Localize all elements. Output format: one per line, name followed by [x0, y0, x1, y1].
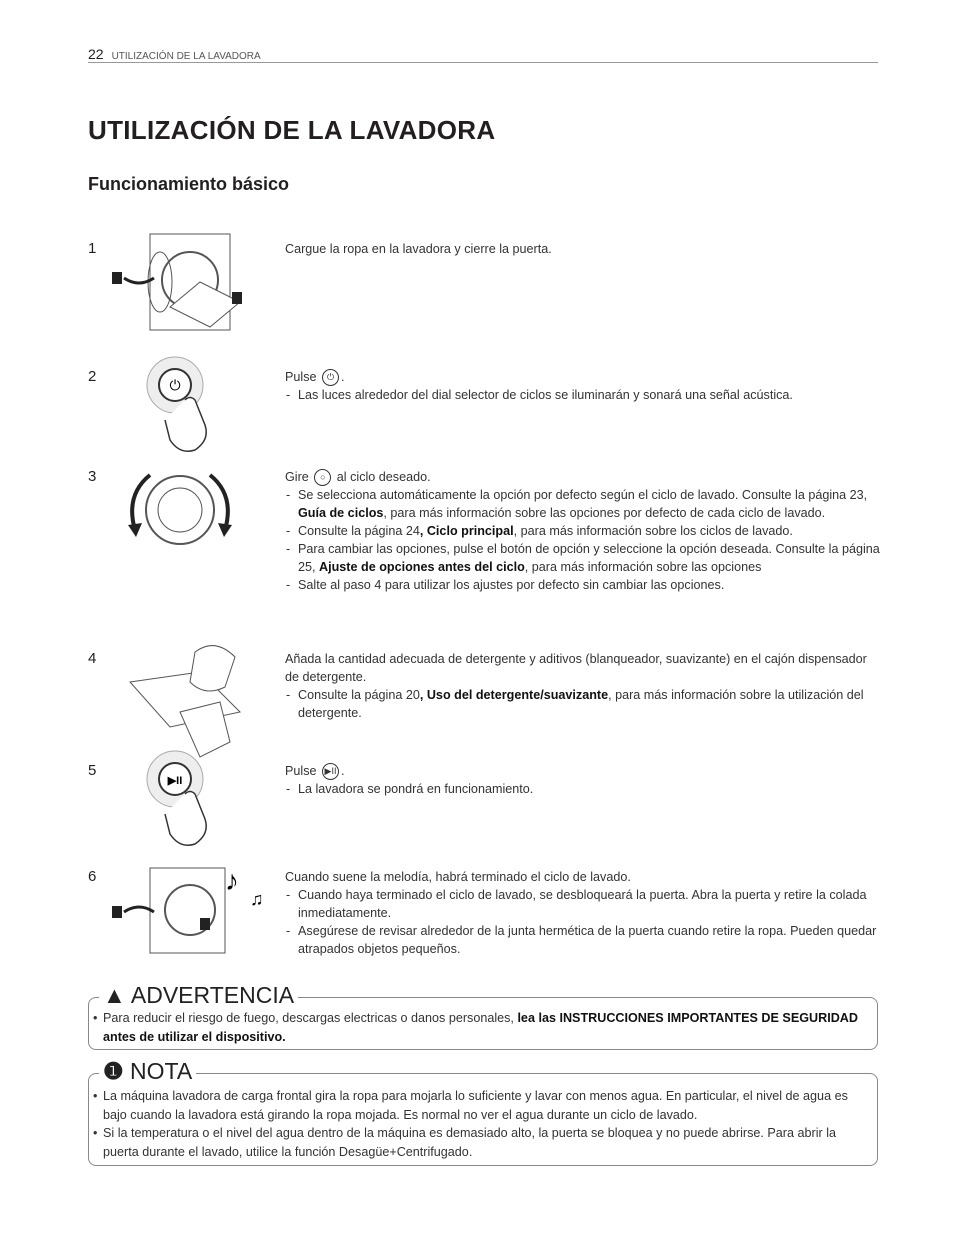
step-instruction — [285, 868, 880, 886]
washer-unload-illustration-icon — [110, 860, 264, 970]
text-segment: , para más información sobre los ciclos de lavado. — [513, 524, 793, 539]
text-segment: al ciclo deseado. — [333, 470, 431, 484]
note-box — [88, 1058, 878, 1166]
text-segment: Salte al paso 4 para utilizar los ajustes por defecto sin cambiar las opciones. — [298, 578, 725, 593]
text-segment: Si la temperatura o el nivel del agua dentro de la máquina es demasiado alto, la puerta se bloquea y no puede abrirse. Para abrir la puerta durante el lavado, utilice la función Desagüe+Centrifugado. — [103, 1126, 836, 1159]
step-text — [285, 240, 880, 258]
step-detail — [285, 886, 880, 922]
text-segment: Consulte la página 20 — [298, 688, 420, 702]
step-number: 2 — [88, 368, 97, 385]
warning-title-text: ADVERTENCIA — [130, 982, 295, 1008]
dial-icon: ○ — [314, 469, 331, 486]
warning-bullet — [93, 1009, 867, 1046]
note-bullet — [93, 1087, 867, 1124]
text-segment: . — [341, 764, 345, 778]
svg-text:▶II: ▶II — [167, 775, 183, 787]
text-segment: Gire — [285, 470, 313, 484]
bold-reference: Ajuste de opciones antes del ciclo — [319, 560, 525, 575]
svg-text:⏻: ⏻ — [169, 377, 181, 393]
step-text — [285, 468, 880, 594]
step-instruction — [285, 762, 880, 780]
start-pause-button-illustration-icon — [110, 754, 260, 864]
step-detail — [285, 522, 880, 540]
text-segment: . — [341, 370, 345, 384]
step-detail — [285, 386, 880, 404]
step-text — [285, 368, 880, 404]
power-icon: ⏻ — [322, 369, 339, 386]
page-number: 22 — [88, 46, 104, 62]
washer-load-illustration-icon — [110, 232, 260, 342]
step-text — [285, 762, 880, 798]
svg-text:♪: ♪ — [225, 865, 239, 896]
text-segment: Cargue la ropa en la lavadora y cierre la puerta. — [285, 242, 552, 256]
step-number: 5 — [88, 762, 97, 779]
bold-reference: lea las INSTRUCCIONES IMPORTANTES DE SEGURIDAD antes de utilizar el dispositivo. — [103, 1011, 858, 1044]
step-detail — [285, 486, 880, 522]
step-number: 1 — [88, 240, 97, 257]
section-title: Funcionamiento básico — [88, 174, 290, 194]
start-pause-icon: ▶II — [322, 763, 339, 780]
step-number: 6 — [88, 868, 97, 885]
text-segment: Consulte la página 24 — [298, 524, 420, 539]
power-button-illustration-icon — [110, 360, 260, 470]
step-instruction — [285, 240, 880, 258]
text-segment: La lavadora se pondrá en funcionamiento. — [298, 782, 534, 797]
page-header — [88, 46, 878, 63]
step-number: 4 — [88, 650, 97, 667]
text-segment: La máquina lavadora de carga frontal gira la ropa para mojarla lo suficiente y lavar con menos agua. En particular, el nivel de agua es bajo cuando la lavadora está girando la ropa mojada. Es normal no ver el agua durante un ciclo de lavado. — [103, 1089, 848, 1122]
text-segment: , para más información sobre la utilización del detergente. — [298, 688, 864, 720]
text-segment: Las luces alrededor del dial selector de ciclos se iluminarán y sonará una señal acústica. — [298, 388, 793, 403]
warning-title — [99, 983, 298, 1007]
note-bullet — [93, 1124, 867, 1161]
text-segment: Cuando suene la melodía, habrá terminado el ciclo de lavado. — [285, 870, 631, 884]
step-text — [285, 868, 880, 958]
text-segment: Para reducir el riesgo de fuego, descargas electricas o danos personales, — [103, 1011, 518, 1025]
text-segment: Pulse — [285, 764, 321, 778]
bold-reference: , Ciclo principal — [419, 524, 514, 539]
step-instruction — [285, 468, 880, 486]
cycle-dial-illustration-icon — [110, 460, 260, 570]
text-segment: , para más información sobre las opciones — [524, 560, 762, 575]
bold-reference: Guía de ciclos — [298, 506, 384, 521]
step-detail — [285, 540, 880, 576]
exclamation-icon: ❶ — [103, 1058, 124, 1084]
step-detail — [285, 576, 880, 594]
text-segment: Añada la cantidad adecuada de detergente y aditivos (blanqueador, suavizante) en el cajón dispensador de detergente. — [285, 652, 867, 684]
text-segment: Para cambiar las opciones, pulse el botón de opción y seleccione la opción deseada. Consulte la página 25, — [298, 542, 880, 575]
note-title — [99, 1059, 196, 1083]
step-instruction — [285, 650, 880, 686]
svg-text:♫: ♫ — [250, 889, 264, 909]
bold-reference: , Uso del detergente/suavizante — [419, 688, 609, 702]
step-detail — [285, 922, 880, 958]
text-segment: Asegúrese de revisar alrededor de la junta hermética de la puerta cuando retire la ropa. Pueden quedar atrapados objetos pequeños. — [298, 924, 877, 956]
warning-icon: ▲ — [103, 982, 126, 1008]
warning-box — [88, 982, 878, 1050]
text-segment: , para más información sobre las opciones por defecto de cada ciclo de lavado. — [383, 506, 826, 521]
header-section: UTILIZACIÓN DE LA LAVADORA — [111, 51, 261, 62]
step-detail — [285, 686, 880, 722]
step-detail — [285, 780, 880, 798]
step-text — [285, 650, 880, 722]
detergent-dispenser-illustration-icon — [110, 642, 260, 752]
text-segment: Se selecciona automáticamente la opción por defecto según el ciclo de lavado. Consulte la página 23, — [298, 488, 868, 503]
step-number: 3 — [88, 468, 97, 485]
page-title: UTILIZACIÓN DE LA LAVADORA — [88, 115, 496, 145]
step-instruction — [285, 368, 880, 386]
note-title-text: NOTA — [130, 1058, 193, 1084]
text-segment: Cuando haya terminado el ciclo de lavado, se desbloqueará la puerta. Abra la puerta y retire la colada inmediatamente. — [298, 888, 867, 920]
text-segment: Pulse — [285, 370, 321, 384]
